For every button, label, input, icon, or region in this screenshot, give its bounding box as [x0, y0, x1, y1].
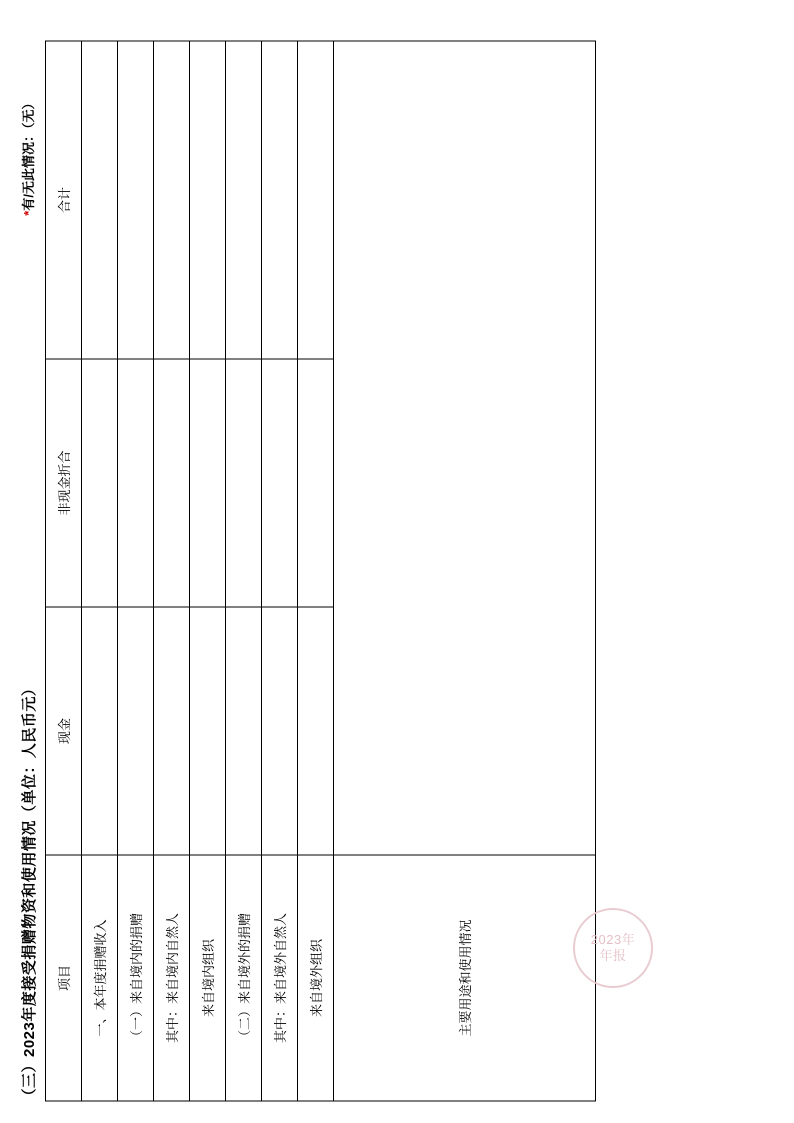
watermark-line-1: 2023年: [590, 932, 636, 947]
required-star: *: [21, 210, 36, 216]
cell-total[interactable]: [262, 41, 298, 359]
cell-noncash[interactable]: [82, 359, 118, 607]
cell-total[interactable]: [154, 41, 190, 359]
table-header-row: [46, 41, 82, 1101]
table-row: [118, 41, 154, 1101]
table-row: [298, 41, 334, 1101]
usage-label: 主要用途和使用情况: [334, 855, 596, 1101]
row-label: 其中：来自境内自然人: [154, 855, 190, 1101]
annual-report-watermark: [573, 908, 653, 988]
cell-noncash[interactable]: [262, 359, 298, 607]
row-label: 其中：来自境外自然人: [262, 855, 298, 1101]
table-row: [82, 41, 118, 1101]
usage-value[interactable]: [334, 41, 596, 855]
column-header-total: 合计: [46, 41, 82, 359]
cell-total[interactable]: [298, 41, 334, 359]
column-header-cash: 现金: [46, 607, 82, 855]
column-header-item: 项目: [46, 855, 82, 1101]
cell-total[interactable]: [118, 41, 154, 359]
table-row: [226, 41, 262, 1101]
row-label: （一）来自境内的捐赠: [118, 855, 154, 1101]
cell-noncash[interactable]: [298, 359, 334, 607]
cell-total[interactable]: [190, 41, 226, 359]
row-label: 来自境外组织: [298, 855, 334, 1101]
has-situation-note-text: 有/无此情况：（无）: [21, 96, 36, 211]
donation-table: [45, 40, 596, 1101]
row-label: 一、本年度捐赠收入: [82, 855, 118, 1101]
row-label: （二）来自境外的捐赠: [226, 855, 262, 1101]
table-row: [262, 41, 298, 1101]
table-row: [190, 41, 226, 1101]
cell-total[interactable]: [82, 41, 118, 359]
watermark-line-2: 年报: [599, 948, 627, 963]
table-row: [154, 41, 190, 1101]
page-title: （三）2023年度接受捐赠物资和使用情况（单位：人民币元）: [21, 680, 38, 1103]
usage-row: [334, 41, 596, 1101]
column-header-noncash: 非现金折合: [46, 359, 82, 607]
cell-cash[interactable]: [226, 607, 262, 855]
cell-noncash[interactable]: [118, 359, 154, 607]
cell-cash[interactable]: [262, 607, 298, 855]
cell-noncash[interactable]: [190, 359, 226, 607]
has-situation-note: [18, 96, 37, 215]
cell-cash[interactable]: [190, 607, 226, 855]
cell-total[interactable]: [226, 41, 262, 359]
cell-cash[interactable]: [82, 607, 118, 855]
cell-cash[interactable]: [298, 607, 334, 855]
cell-cash[interactable]: [118, 607, 154, 855]
cell-cash[interactable]: [154, 607, 190, 855]
cell-noncash[interactable]: [154, 359, 190, 607]
cell-noncash[interactable]: [226, 359, 262, 607]
row-label: 来自境内组织: [190, 855, 226, 1101]
